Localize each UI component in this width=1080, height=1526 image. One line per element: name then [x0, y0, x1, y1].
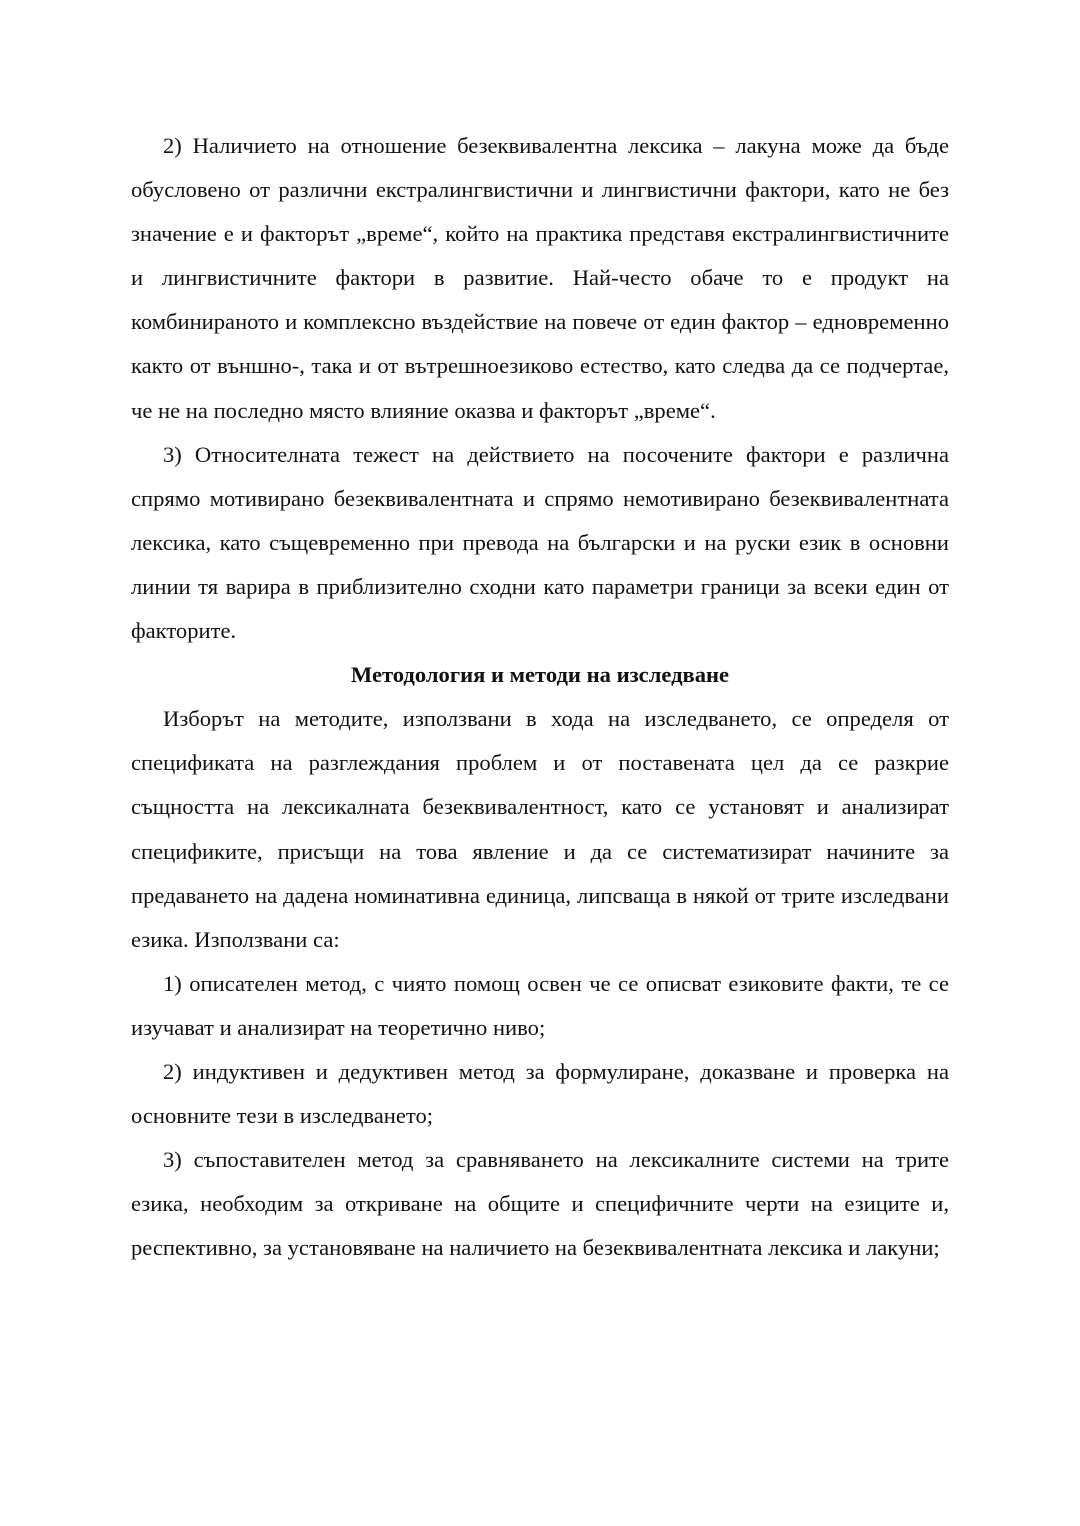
paragraph-factors-weight: 3) Относителната тежест на действието на посочените фактори е различна спрямо мотивирано безеквивалентната и спрямо немотивирано безеквивалентната лексика, като същевременно при превода на български и на руски език в основни линии тя варира в приблизително сходни като параметри граници за всеки един от факторите. [131, 441, 949, 644]
section-heading: Методология и методи на изследване [350, 662, 730, 688]
paragraph-method-descriptive: 1) описателен метод, с чиято помощ освен че се описват езиковите факти, те се изучават и анализират на теоретично ниво; [131, 970, 949, 1040]
paragraph-method-comparative: 3) съпоставителен метод за сравняването на лексикалните системи на трите езика, необходим за откриване на общите и специфичните черти на езиците и, респективно, за установяване на наличието на безеквивалентната лексика и лакуни; [131, 1147, 949, 1261]
paragraph-factors-presence: 2) Наличието на отношение безеквивалентна лексика – лакуна може да бъде обусловено от различни екстралингвистични и лингвистични фактори, като не без значение е и факторът „време“, който на практика представя екстралингвистичните и лингвистичните фактори в развитие. Най-често обаче то е продукт на комбинираното и комплексно въздействие на повече от един фактор – едновременно както от външно-, така и от вътрешноезиково естество, като следва да се подчертае, че не на последно място влияние оказва и факторът „време“. [131, 133, 949, 423]
paragraph-method-inductive: 2) индуктивен и дедуктивен метод за формулиране, доказване и проверка на основните тези в изследването; [131, 1058, 949, 1129]
document-page [131, 124, 949, 1270]
paragraph-methods-intro: Изборът на методите, използвани в хода на изследването, се определя от спецификата на разглеждания проблем и от поставената цел да се разкрие същността на лексикалната безеквивалентност, като се установят и анализират спецификите, присъщи на това явление и да се систематизират начините за предаването на дадена номинативна единица, липсваща в някой от трите изследвани езика. Използвани са: [131, 706, 949, 952]
